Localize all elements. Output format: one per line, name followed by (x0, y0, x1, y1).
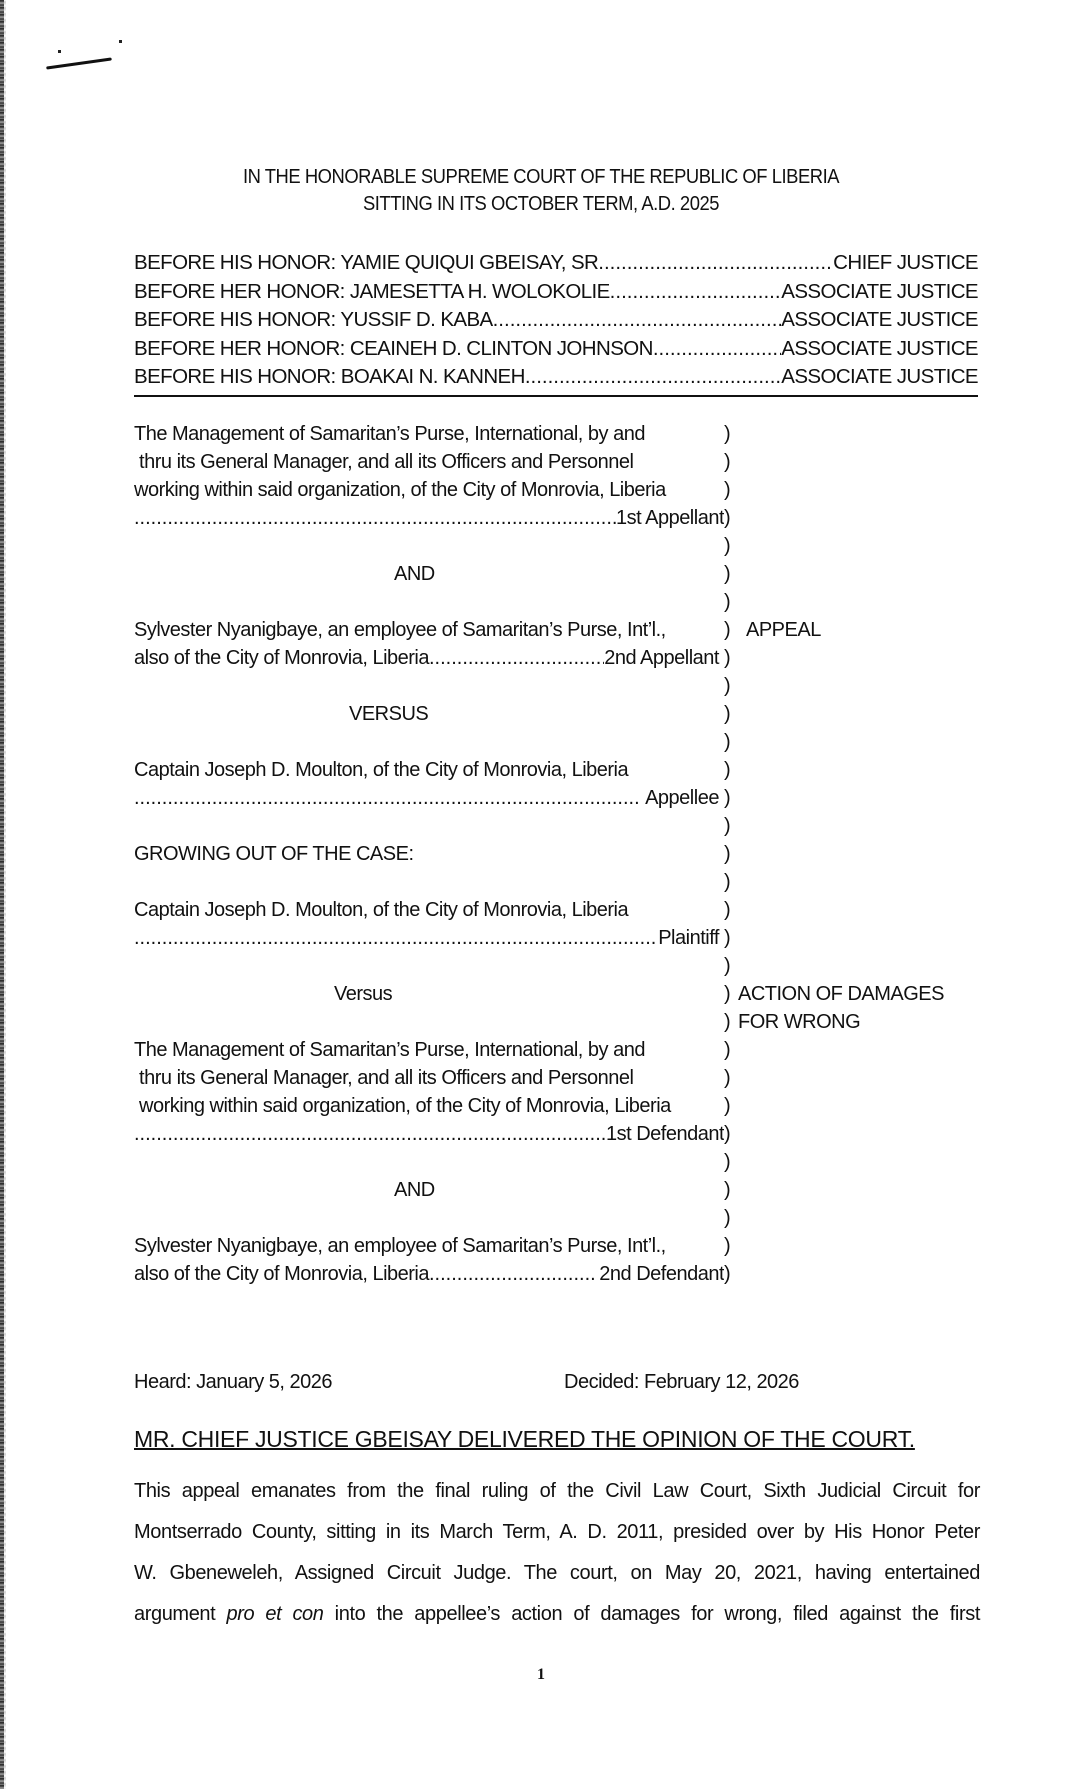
caption-row (134, 868, 994, 896)
and-label: AND (394, 563, 435, 585)
caption-row (134, 896, 994, 924)
caption-row (134, 532, 994, 560)
bench-row (134, 335, 978, 364)
caption-row (134, 616, 994, 644)
caption-paren: ) (724, 591, 731, 613)
justice-name: BEFORE HER HONOR: CEAINEH D. CLINTON JOHNSON (134, 336, 653, 360)
party-text: Captain Joseph D. Moulton, of the City of Monrovia, Liberia (134, 899, 629, 921)
caption-row (134, 504, 994, 532)
justice-name: BEFORE HER HONOR: JAMESETTA H. WOLOKOLIE (134, 279, 610, 303)
caption-paren: ) (724, 1179, 731, 1201)
heard-date: Heard: January 5, 2026 (134, 1371, 333, 1393)
leader-dots (653, 335, 781, 364)
caption-row (134, 1092, 994, 1120)
party-role-line (134, 924, 724, 952)
blank (134, 1148, 724, 1176)
court-name: IN THE HONORABLE SUPREME COURT OF THE REPUBLIC OF LIBERIA (242, 166, 840, 188)
and-label: AND (394, 1179, 435, 1201)
justice-title: ASSOCIATE JUSTICE (781, 336, 978, 360)
caption-row (134, 420, 994, 448)
bench-row (134, 249, 978, 278)
caption-paren: ) (724, 871, 731, 893)
body-line: This appeal emanates from the final ruling of the Civil Law Court, Sixth Judicial Circuit for (134, 1480, 980, 1502)
caption-paren: ) (724, 535, 731, 557)
opinion-heading: MR. CHIEF JUSTICE GBEISAY DELIVERED THE OPINION OF THE COURT. (134, 1426, 915, 1452)
party-text: also of the City of Monrovia, Liberia (134, 647, 429, 669)
case-caption (134, 420, 994, 1288)
justice-title: ASSOCIATE JUSTICE (781, 279, 978, 303)
justice-title: ASSOCIATE JUSTICE (781, 308, 978, 331)
blank (134, 672, 724, 700)
blank (134, 1204, 724, 1232)
party-text: working within said organization, of the City of Monrovia, Liberia (134, 1095, 671, 1117)
caption-paren: ) (724, 423, 731, 445)
caption-row (134, 1008, 994, 1036)
caption-row (134, 1204, 994, 1232)
bench-row (134, 363, 978, 392)
caption-row (134, 1260, 994, 1288)
caption-paren: ) (724, 983, 731, 1005)
caption-row (134, 840, 994, 868)
caption-row (134, 1064, 994, 1092)
caption-row (134, 672, 994, 700)
party-role: Plaintiff (658, 927, 724, 949)
versus-label: VERSUS (349, 703, 429, 725)
leader-dots (429, 644, 604, 672)
blank (134, 588, 724, 616)
party-text: thru its General Manager, and all its Officers and Personnel (134, 1067, 634, 1089)
caption-paren: ) (724, 955, 731, 977)
caption-paren: ) (724, 1263, 731, 1285)
party-role-line (134, 1260, 724, 1288)
party-role-line (134, 504, 724, 532)
body-line: W. Gbeneweleh, Assigned Circuit Judge. The court, on May 20, 2021, having entertained (134, 1562, 980, 1584)
caption-paren: ) (724, 1123, 731, 1145)
party-text: The Management of Samaritan’s Purse, International, by and (134, 423, 645, 445)
scan-edge-artifact-inner (4, 0, 6, 1789)
caption-paren: ) (724, 787, 731, 809)
growing-out-label: GROWING OUT OF THE CASE: (134, 843, 414, 865)
party-role: 2nd Appellant (604, 647, 724, 669)
party-text: The Management of Samaritan’s Purse, International, by and (134, 1039, 645, 1061)
versus-label: Versus (334, 983, 393, 1005)
hearing-dates (134, 1368, 994, 1396)
party-text: Captain Joseph D. Moulton, of the City of Monrovia, Liberia (134, 759, 629, 781)
bench-row (134, 306, 978, 335)
caption-row (134, 784, 994, 812)
bench-row (134, 278, 978, 307)
caption-paren: ) (724, 1011, 731, 1033)
page-number: 1 (537, 1666, 545, 1683)
body-line: Montserrado County, sitting in its March Term, A. D. 2011, presided over by His Honor Peter (134, 1521, 980, 1543)
caption-paren: ) (724, 1151, 731, 1173)
pen-dot (119, 40, 122, 43)
caption-row (134, 1148, 994, 1176)
blank (134, 952, 724, 980)
caption-paren: ) (724, 479, 731, 501)
leader-dots (134, 1120, 606, 1148)
opinion-body (134, 1471, 980, 1635)
caption-paren: ) (724, 1067, 731, 1089)
caption-row (134, 728, 994, 756)
caption-row (134, 588, 994, 616)
court-term: SITTING IN ITS OCTOBER TERM, A.D. 2025 (362, 193, 720, 215)
party-role: Appellee (641, 787, 724, 809)
party-text: also of the City of Monrovia, Liberia (134, 1263, 429, 1285)
leader-dots (134, 924, 658, 952)
caption-paren: ) (724, 619, 731, 641)
caption-paren: ) (724, 759, 731, 781)
party-role-line (134, 644, 724, 672)
action-label: ACTION OF DAMAGES (738, 983, 944, 1005)
pen-dot (58, 50, 61, 53)
justice-name: BEFORE HIS HONOR: BOAKAI N. KANNEH (134, 365, 525, 388)
caption-paren: ) (724, 563, 731, 585)
pen-mark (46, 57, 112, 69)
body-text-post: into the appellee’s action of damages for wrong, filed against the first (323, 1603, 980, 1625)
caption-row (134, 560, 994, 588)
leader-dots (610, 278, 782, 307)
caption-row (134, 700, 994, 728)
caption-row (134, 980, 994, 1008)
body-text-pre: argument (134, 1603, 227, 1625)
appeal-label: APPEAL (746, 619, 821, 641)
caption-paren: ) (724, 1235, 731, 1257)
caption-row (134, 1232, 994, 1260)
caption-row (134, 1120, 994, 1148)
blank (134, 1008, 724, 1036)
caption-row (134, 756, 994, 784)
party-role: 1st Defendant (605, 1123, 724, 1145)
caption-paren: ) (724, 703, 731, 725)
justice-name: BEFORE HIS HONOR: YAMIE QUIQUI GBEISAY, SR (134, 251, 599, 274)
caption-row (134, 952, 994, 980)
party-text: thru its General Manager, and all its Officers and Personnel (134, 451, 634, 473)
leader-dots (598, 249, 833, 278)
justice-title: ASSOCIATE JUSTICE (781, 365, 978, 388)
party-role-line (134, 784, 724, 812)
party-text: Sylvester Nyanigbaye, an employee of Samaritan’s Purse, Int’l., (134, 1235, 666, 1257)
party-role: 2nd Defendant (594, 1263, 724, 1285)
party-role-line (134, 1120, 724, 1148)
caption-paren: ) (724, 507, 731, 529)
caption-paren: ) (724, 843, 731, 865)
bench-list (134, 249, 978, 397)
justice-title: CHIEF JUSTICE (833, 251, 978, 274)
blank (134, 868, 724, 896)
leader-dots (493, 306, 782, 335)
justice-name: BEFORE HIS HONOR: YUSSIF D. KABA (134, 308, 493, 331)
action-label: FOR WRONG (738, 1011, 861, 1033)
leader-dots (134, 784, 641, 812)
court-header (0, 164, 1082, 218)
caption-paren: ) (724, 899, 731, 921)
caption-row (134, 1176, 994, 1204)
party-role: 1st Appellant (615, 507, 724, 529)
blank (134, 812, 724, 840)
caption-row (134, 924, 994, 952)
caption-paren: ) (724, 1039, 731, 1061)
caption-paren: ) (724, 927, 731, 949)
caption-paren: ) (724, 1207, 731, 1229)
body-line (134, 1594, 980, 1635)
caption-paren: ) (724, 451, 731, 473)
leader-dots (429, 1260, 594, 1288)
party-text: Sylvester Nyanigbaye, an employee of Samaritan’s Purse, Int’l., (134, 619, 666, 641)
caption-row (134, 1036, 994, 1064)
leader-dots (525, 363, 781, 392)
caption-paren: ) (724, 731, 731, 753)
party-text: working within said organization, of the City of Monrovia, Liberia (134, 479, 666, 501)
caption-row (134, 812, 994, 840)
caption-row (134, 476, 994, 504)
caption-paren: ) (724, 815, 731, 837)
caption-paren: ) (724, 1095, 731, 1117)
blank (134, 532, 724, 560)
caption-row (134, 644, 994, 672)
caption-row (134, 448, 994, 476)
leader-dots (134, 504, 616, 532)
latin-phrase: pro et con (226, 1603, 324, 1625)
blank (134, 728, 724, 756)
decided-date: Decided: February 12, 2026 (564, 1371, 799, 1393)
caption-paren: ) (724, 647, 731, 669)
caption-paren: ) (724, 675, 731, 697)
